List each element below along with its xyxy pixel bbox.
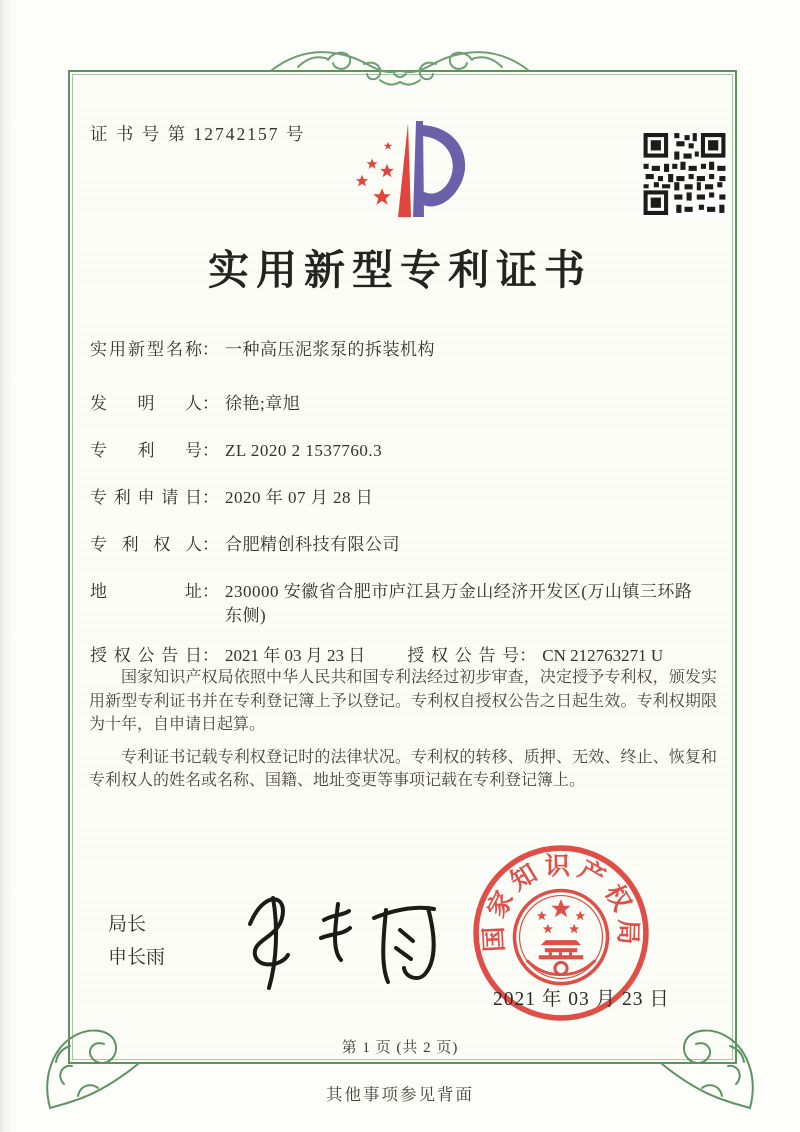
field-colon: ： xyxy=(202,394,219,413)
field-row-grant xyxy=(90,644,720,668)
field-colon: ： xyxy=(202,582,219,601)
field-row-name xyxy=(90,338,720,362)
field-value: CN 212763271 U xyxy=(542,646,664,665)
director-title: 局长 xyxy=(108,914,147,935)
director-name: 申长雨 xyxy=(108,947,166,968)
field-label: 实用新型名称 xyxy=(90,340,202,359)
field-label: 专利号 xyxy=(90,441,202,460)
field-value: 合肥精创科技有限公司 xyxy=(225,535,400,554)
grant-number-pair xyxy=(407,644,663,668)
field-value: 一种高压泥浆泵的拆装机构 xyxy=(225,340,435,359)
field-colon: ： xyxy=(202,646,219,665)
legal-paragraph-1: 国家知识产权局依照中华人民共和国专利法经过初步审查，决定授予专利权，颁发实用新型专利证书并在专利登记簿上予以登记。专利权自授权公告之日起生效。专利权期限为十年，自申请日起算。 xyxy=(89,669,717,733)
grant-date-pair xyxy=(90,644,365,668)
field-value: 徐艳;章旭 xyxy=(225,394,301,413)
certificate-fields xyxy=(90,338,720,691)
director-block xyxy=(108,908,165,974)
legal-paragraph-2: 专利证书记载专利权登记时的法律状况。专利权的转移、质押、无效、终止、恢复和专利权人的姓名或名称、国籍、地址变更等事项记载在专利登记簿上。 xyxy=(89,748,717,789)
field-label: 发明人 xyxy=(90,394,202,413)
field-colon: ： xyxy=(202,535,219,554)
field-row-filing-date xyxy=(90,486,720,510)
field-row-address xyxy=(90,580,720,628)
field-label: 专利申请日 xyxy=(90,488,202,507)
field-value: 2020 年 07 月 28 日 xyxy=(225,488,374,507)
field-row-inventor xyxy=(90,392,720,416)
field-label: 授权公告日 xyxy=(90,646,202,665)
field-colon: ： xyxy=(202,340,219,359)
field-value: ZL 2020 2 1537760.3 xyxy=(225,441,383,460)
field-row-patent-number xyxy=(90,439,720,463)
field-row-patentee xyxy=(90,533,720,557)
page-indicator: 第 1 页 (共 2 页) xyxy=(341,1040,459,1056)
director-signature-icon xyxy=(228,878,438,996)
field-label: 授权公告号 xyxy=(407,646,520,665)
seal-date: 2021 年 03 月 23 日 xyxy=(493,989,670,1010)
field-value: 230000 安徽省合肥市庐江县万金山经济开发区(万山镇三环路东侧) xyxy=(225,582,693,625)
certificate-number: 证 书 号 第 12742157 号 xyxy=(90,124,306,144)
field-value: 2021 年 03 月 23 日 xyxy=(225,646,366,665)
qr-code-icon xyxy=(640,131,729,217)
field-colon: ： xyxy=(519,646,537,665)
seal-text: 国家知识产权局 xyxy=(479,852,643,953)
cnipa-logo-icon xyxy=(332,113,472,225)
back-side-note: 其他事项参见背面 xyxy=(326,1085,474,1104)
field-colon: ： xyxy=(202,441,219,460)
legal-text xyxy=(89,666,717,802)
field-colon: ： xyxy=(202,488,219,507)
field-label: 专利权人 xyxy=(90,535,202,554)
field-label: 地址 xyxy=(90,582,202,601)
certificate-title: 实用新型专利证书 xyxy=(208,247,592,293)
